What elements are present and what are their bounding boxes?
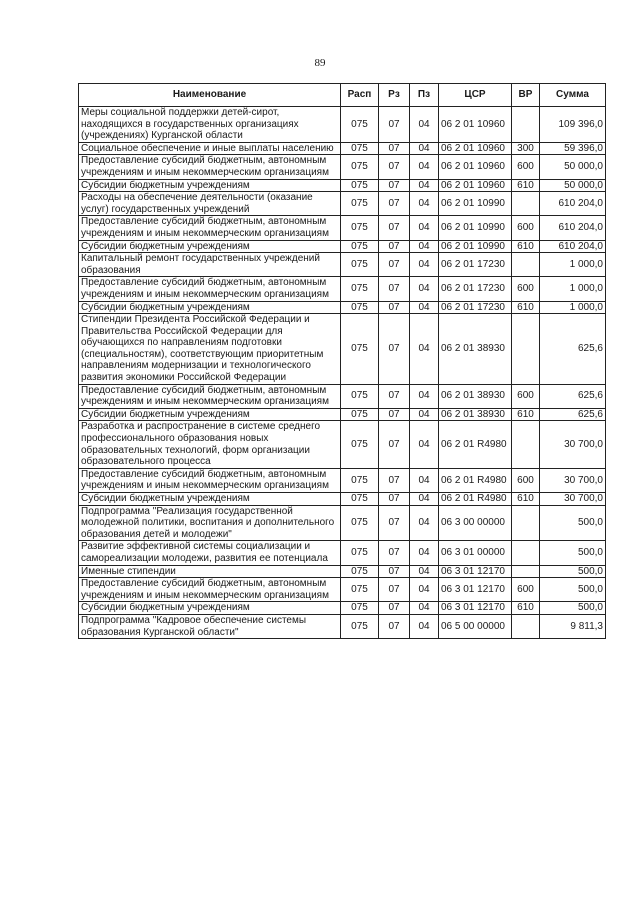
table-row (79, 301, 606, 314)
row-csr-cell: 06 2 01 R4980 (439, 468, 512, 492)
table-row (79, 142, 606, 155)
table-row (79, 408, 606, 421)
row-csr-cell: 06 2 01 10960 (439, 155, 512, 179)
row-pz-cell: 04 (410, 155, 439, 179)
header-pz: Пз (410, 84, 439, 107)
row-rz-cell: 07 (379, 107, 410, 143)
row-sum-cell: 1 000,0 (540, 277, 606, 301)
row-rasp-cell: 075 (341, 142, 379, 155)
table-row (79, 384, 606, 408)
row-name-cell: Предоставление субсидий бюджетным, автономным учреждениям и иным некоммерческим организациям (79, 277, 341, 301)
row-name-cell: Предоставление субсидий бюджетным, автономным учреждениям и иным некоммерческим организациям (79, 578, 341, 602)
header-rz: Рз (379, 84, 410, 107)
row-csr-cell: 06 2 01 38930 (439, 408, 512, 421)
table-row (79, 614, 606, 638)
row-vr-cell: 610 (512, 301, 540, 314)
row-sum-cell: 625,6 (540, 408, 606, 421)
row-name-cell: Предоставление субсидий бюджетным, автономным учреждениям и иным некоммерческим организациям (79, 216, 341, 240)
row-name-cell: Субсидии бюджетным учреждениям (79, 301, 341, 314)
row-rasp-cell: 075 (341, 179, 379, 192)
row-pz-cell: 04 (410, 179, 439, 192)
row-rasp-cell: 075 (341, 578, 379, 602)
row-csr-cell: 06 2 01 10990 (439, 240, 512, 253)
row-sum-cell: 610 204,0 (540, 240, 606, 253)
row-pz-cell: 04 (410, 142, 439, 155)
row-rz-cell: 07 (379, 216, 410, 240)
header-rasp: Расп (341, 84, 379, 107)
row-pz-cell: 04 (410, 240, 439, 253)
row-sum-cell: 109 396,0 (540, 107, 606, 143)
row-name-cell: Подпрограмма "Кадровое обеспечение системы образования Курганской области" (79, 614, 341, 638)
table-row (79, 277, 606, 301)
header-sum: Сумма (540, 84, 606, 107)
table-row (79, 240, 606, 253)
row-csr-cell: 06 3 01 12170 (439, 602, 512, 615)
row-vr-cell: 610 (512, 240, 540, 253)
row-name-cell: Субсидии бюджетным учреждениям (79, 408, 341, 421)
row-name-cell: Меры социальной поддержки детей-сирот, находящихся в государственных организациях (учреждениях) Курганской области (79, 107, 341, 143)
row-vr-cell: 600 (512, 216, 540, 240)
row-name-cell: Субсидии бюджетным учреждениям (79, 179, 341, 192)
table-row (79, 107, 606, 143)
row-csr-cell: 06 2 01 R4980 (439, 493, 512, 506)
row-rasp-cell: 075 (341, 314, 379, 385)
row-sum-cell: 30 700,0 (540, 468, 606, 492)
row-rasp-cell: 075 (341, 493, 379, 506)
row-sum-cell: 1 000,0 (540, 253, 606, 277)
row-csr-cell: 06 2 01 17230 (439, 301, 512, 314)
row-pz-cell: 04 (410, 408, 439, 421)
row-name-cell: Разработка и распространение в системе среднего профессионального образования новых образовательных технологий, форм организации образовательного процесса (79, 421, 341, 468)
row-vr-cell: 610 (512, 408, 540, 421)
row-rz-cell: 07 (379, 179, 410, 192)
row-csr-cell: 06 5 00 00000 (439, 614, 512, 638)
row-vr-cell (512, 505, 540, 541)
row-rasp-cell: 075 (341, 155, 379, 179)
row-pz-cell: 04 (410, 421, 439, 468)
row-vr-cell (512, 253, 540, 277)
row-rasp-cell: 075 (341, 216, 379, 240)
row-rz-cell: 07 (379, 301, 410, 314)
row-pz-cell: 04 (410, 614, 439, 638)
row-csr-cell: 06 3 00 00000 (439, 505, 512, 541)
row-rz-cell: 07 (379, 240, 410, 253)
row-sum-cell: 30 700,0 (540, 493, 606, 506)
row-rasp-cell: 075 (341, 614, 379, 638)
row-rz-cell: 07 (379, 142, 410, 155)
row-vr-cell (512, 565, 540, 578)
table-row (79, 192, 606, 216)
row-sum-cell: 500,0 (540, 602, 606, 615)
row-csr-cell: 06 3 01 12170 (439, 578, 512, 602)
row-rz-cell: 07 (379, 541, 410, 565)
row-vr-cell (512, 314, 540, 385)
row-rasp-cell: 075 (341, 565, 379, 578)
row-name-cell: Стипендии Президента Российской Федерации и Правительства Российской Федерации для обучающихся по направлениям подготовки (специальностям), соответствующим приоритетным направлениям модернизации и технологического развития экономики Российской Федерации (79, 314, 341, 385)
row-rasp-cell: 075 (341, 192, 379, 216)
row-rz-cell: 07 (379, 505, 410, 541)
table-header-row (79, 84, 606, 107)
row-sum-cell: 50 000,0 (540, 179, 606, 192)
row-vr-cell (512, 614, 540, 638)
row-vr-cell: 610 (512, 602, 540, 615)
row-pz-cell: 04 (410, 277, 439, 301)
row-rasp-cell: 075 (341, 384, 379, 408)
row-vr-cell: 600 (512, 155, 540, 179)
budget-table (78, 83, 606, 639)
row-rasp-cell: 075 (341, 505, 379, 541)
row-csr-cell: 06 2 01 R4980 (439, 421, 512, 468)
row-pz-cell: 04 (410, 314, 439, 385)
row-rasp-cell: 075 (341, 277, 379, 301)
row-pz-cell: 04 (410, 505, 439, 541)
row-csr-cell: 06 2 01 10960 (439, 179, 512, 192)
row-name-cell: Именные стипендии (79, 565, 341, 578)
row-rasp-cell: 075 (341, 421, 379, 468)
row-vr-cell: 600 (512, 468, 540, 492)
row-rasp-cell: 075 (341, 602, 379, 615)
row-name-cell: Субсидии бюджетным учреждениям (79, 493, 341, 506)
row-csr-cell: 06 2 01 10990 (439, 216, 512, 240)
header-name: Наименование (79, 84, 341, 107)
row-csr-cell: 06 2 01 10990 (439, 192, 512, 216)
row-name-cell: Предоставление субсидий бюджетным, автономным учреждениям и иным некоммерческим организациям (79, 155, 341, 179)
table-row (79, 179, 606, 192)
row-vr-cell: 300 (512, 142, 540, 155)
row-rz-cell: 07 (379, 408, 410, 421)
row-sum-cell: 500,0 (540, 565, 606, 578)
row-rz-cell: 07 (379, 314, 410, 385)
table-row (79, 602, 606, 615)
row-sum-cell: 9 811,3 (540, 614, 606, 638)
row-sum-cell: 500,0 (540, 578, 606, 602)
row-rasp-cell: 075 (341, 541, 379, 565)
row-rasp-cell: 075 (341, 107, 379, 143)
row-csr-cell: 06 2 01 38930 (439, 384, 512, 408)
row-pz-cell: 04 (410, 253, 439, 277)
row-vr-cell (512, 541, 540, 565)
table-row (79, 421, 606, 468)
row-rz-cell: 07 (379, 578, 410, 602)
row-rz-cell: 07 (379, 384, 410, 408)
row-pz-cell: 04 (410, 578, 439, 602)
row-pz-cell: 04 (410, 541, 439, 565)
row-sum-cell: 610 204,0 (540, 192, 606, 216)
row-pz-cell: 04 (410, 602, 439, 615)
table-row (79, 493, 606, 506)
row-csr-cell: 06 2 01 10960 (439, 142, 512, 155)
row-rasp-cell: 075 (341, 240, 379, 253)
row-name-cell: Предоставление субсидий бюджетным, автономным учреждениям и иным некоммерческим организациям (79, 384, 341, 408)
row-rz-cell: 07 (379, 468, 410, 492)
row-rz-cell: 07 (379, 421, 410, 468)
row-rz-cell: 07 (379, 155, 410, 179)
row-name-cell: Предоставление субсидий бюджетным, автономным учреждениям и иным некоммерческим организациям (79, 468, 341, 492)
row-pz-cell: 04 (410, 493, 439, 506)
row-sum-cell: 50 000,0 (540, 155, 606, 179)
row-sum-cell: 500,0 (540, 541, 606, 565)
row-rz-cell: 07 (379, 192, 410, 216)
row-pz-cell: 04 (410, 565, 439, 578)
table-row (79, 314, 606, 385)
row-pz-cell: 04 (410, 216, 439, 240)
row-rasp-cell: 075 (341, 301, 379, 314)
header-vr: ВР (512, 84, 540, 107)
row-sum-cell: 625,6 (540, 314, 606, 385)
table-row (79, 565, 606, 578)
row-name-cell: Субсидии бюджетным учреждениям (79, 602, 341, 615)
row-rasp-cell: 075 (341, 253, 379, 277)
row-vr-cell: 600 (512, 384, 540, 408)
row-rz-cell: 07 (379, 565, 410, 578)
row-rz-cell: 07 (379, 614, 410, 638)
row-rasp-cell: 075 (341, 468, 379, 492)
row-pz-cell: 04 (410, 107, 439, 143)
row-vr-cell (512, 107, 540, 143)
row-pz-cell: 04 (410, 468, 439, 492)
table-row (79, 253, 606, 277)
table-row (79, 216, 606, 240)
row-sum-cell: 625,6 (540, 384, 606, 408)
row-csr-cell: 06 3 01 00000 (439, 541, 512, 565)
row-csr-cell: 06 3 01 12170 (439, 565, 512, 578)
row-pz-cell: 04 (410, 384, 439, 408)
header-csr: ЦСР (439, 84, 512, 107)
row-name-cell: Подпрограмма "Реализация государственной молодежной политики, воспитания и дополнительного образования детей и молодежи" (79, 505, 341, 541)
row-rz-cell: 07 (379, 277, 410, 301)
table-row (79, 578, 606, 602)
row-name-cell: Расходы на обеспечение деятельности (оказание услуг) государственных учреждений (79, 192, 341, 216)
row-vr-cell: 610 (512, 493, 540, 506)
row-csr-cell: 06 2 01 17230 (439, 277, 512, 301)
table-row (79, 155, 606, 179)
row-rasp-cell: 075 (341, 408, 379, 421)
row-csr-cell: 06 2 01 38930 (439, 314, 512, 385)
row-sum-cell: 59 396,0 (540, 142, 606, 155)
row-sum-cell: 1 000,0 (540, 301, 606, 314)
row-csr-cell: 06 2 01 17230 (439, 253, 512, 277)
row-sum-cell: 30 700,0 (540, 421, 606, 468)
row-name-cell: Развитие эффективной системы социализации и самореализации молодежи, развития ее потенциала (79, 541, 341, 565)
row-sum-cell: 500,0 (540, 505, 606, 541)
table-row (79, 505, 606, 541)
row-rz-cell: 07 (379, 253, 410, 277)
row-vr-cell: 600 (512, 578, 540, 602)
row-pz-cell: 04 (410, 192, 439, 216)
row-rz-cell: 07 (379, 602, 410, 615)
table-row (79, 541, 606, 565)
row-vr-cell: 610 (512, 179, 540, 192)
row-name-cell: Капитальный ремонт государственных учреждений образования (79, 253, 341, 277)
row-vr-cell (512, 421, 540, 468)
table-row (79, 468, 606, 492)
page-number: 89 (314, 57, 326, 69)
row-name-cell: Субсидии бюджетным учреждениям (79, 240, 341, 253)
row-name-cell: Социальное обеспечение и иные выплаты населению (79, 142, 341, 155)
row-csr-cell: 06 2 01 10960 (439, 107, 512, 143)
row-rz-cell: 07 (379, 493, 410, 506)
row-pz-cell: 04 (410, 301, 439, 314)
row-vr-cell (512, 192, 540, 216)
table-body (79, 107, 606, 639)
row-vr-cell: 600 (512, 277, 540, 301)
row-sum-cell: 610 204,0 (540, 216, 606, 240)
